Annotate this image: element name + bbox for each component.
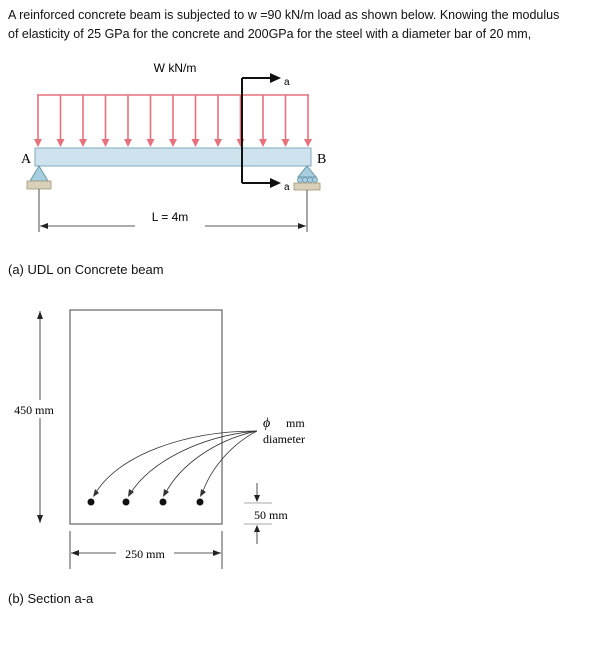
udl-arrow-head — [304, 139, 312, 147]
figure-b — [14, 310, 305, 569]
udl-arrow-head — [214, 139, 222, 147]
udl-arrow-head — [147, 139, 155, 147]
concrete-beam — [35, 148, 311, 166]
section-label-bottom: a — [284, 182, 290, 193]
section-cut-marker — [242, 73, 281, 188]
caption-a: (a) UDL on Concrete beam — [8, 262, 164, 277]
beam-cross-section — [70, 310, 222, 524]
section-label-top: a — [284, 77, 290, 88]
width-label: 250 mm — [125, 547, 165, 561]
udl-arrow-head — [57, 139, 65, 147]
udl-arrow-head — [282, 139, 290, 147]
rebar-1 — [88, 499, 95, 506]
bar-diameter-label: diameter — [263, 432, 305, 446]
udl-arrow-head — [192, 139, 200, 147]
support-b-label: B — [317, 152, 327, 167]
rebar-2 — [123, 499, 130, 506]
udl-arrow-head — [169, 139, 177, 147]
phi-symbol: ϕ — [263, 416, 271, 431]
problem-line-1: A reinforced concrete beam is subjected to w =90 kN/m load as shown below. Knowing the modulus — [8, 8, 560, 22]
height-label: 450 mm — [14, 403, 54, 417]
cover-label: 50 mm — [254, 508, 288, 522]
load-label: W kN/m — [153, 61, 197, 75]
roller-support-b — [294, 166, 320, 232]
height-dimension — [37, 311, 43, 523]
rebar-3 — [160, 499, 167, 506]
udl-arrow-head — [102, 139, 110, 147]
figure-a — [21, 61, 326, 232]
caption-b: (b) Section a-a — [8, 591, 94, 606]
udl-arrows — [34, 95, 312, 147]
problem-line-2: of elasticity of 25 GPa for the concrete and 200GPa for the steel with a diameter bar of 20 mm, — [8, 27, 532, 41]
span-label: L = 4m — [151, 210, 189, 224]
bar-unit-label: mm — [286, 416, 305, 430]
udl-arrow-head — [124, 139, 132, 147]
udl-arrow-head — [237, 139, 245, 147]
udl-arrow-head — [79, 139, 87, 147]
support-a-label: A — [21, 152, 32, 167]
udl-arrow-head — [259, 139, 267, 147]
rebar-4 — [197, 499, 204, 506]
udl-arrow-head — [34, 139, 42, 147]
pin-support-a — [27, 166, 51, 232]
